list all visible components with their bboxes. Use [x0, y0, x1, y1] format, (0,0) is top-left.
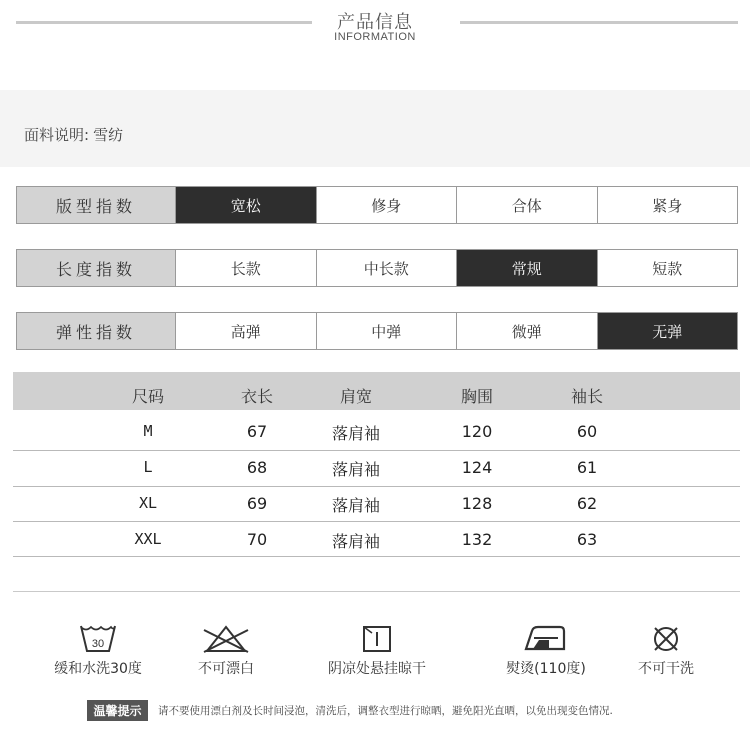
size-header: 尺码 — [131, 387, 164, 406]
table-cell: 61 — [576, 458, 598, 477]
fabric-value: 雪纺 — [93, 126, 124, 144]
table-cell: 落肩袖 — [331, 496, 380, 515]
table-cell: 60 — [576, 422, 598, 441]
table-cell: M — [143, 422, 153, 440]
table-cell: 落肩袖 — [331, 424, 380, 443]
wash-30-icon — [78, 622, 118, 654]
table-cell: XXL — [134, 530, 162, 548]
care-label: 阴凉处悬挂晾干 — [328, 661, 426, 677]
table-cell: 63 — [576, 530, 598, 549]
fit-option: 宽松 — [176, 187, 317, 223]
row-divider — [13, 486, 740, 487]
table-cell: 62 — [576, 494, 598, 513]
care-label: 不可干洗 — [638, 661, 694, 677]
table-cell: 落肩袖 — [331, 532, 380, 551]
no-bleach-icon — [200, 624, 252, 654]
table-cell: XL — [138, 494, 158, 512]
fit-index-label: 版型指数 — [17, 187, 176, 223]
table-cell: 68 — [246, 458, 268, 477]
row-divider — [13, 521, 740, 522]
wash-temp: 30 — [91, 638, 105, 650]
table-cell: L — [143, 458, 153, 476]
fit-option: 修身 — [317, 187, 458, 223]
fit-option: 紧身 — [598, 187, 738, 223]
table-cell: 120 — [461, 422, 493, 441]
fit-option: 合体 — [457, 187, 598, 223]
length-header: 衣长 — [240, 387, 273, 406]
care-label: 不可漂白 — [198, 661, 254, 677]
table-cell: 69 — [246, 494, 268, 513]
fit-index-row — [16, 186, 738, 224]
table-cell: 67 — [246, 422, 268, 441]
care-item-dryclean — [621, 624, 711, 678]
length-index-row — [16, 249, 738, 287]
care-item-dry — [314, 624, 440, 678]
care-divider — [13, 591, 740, 592]
row-divider — [13, 450, 740, 451]
row-divider — [13, 556, 740, 557]
length-index-label: 长度指数 — [17, 250, 176, 286]
length-option: 中长款 — [317, 250, 458, 286]
tip-badge: 温馨提示 — [87, 700, 148, 721]
table-cell: 128 — [461, 494, 493, 513]
tip-text: 请不要使用漂白剂及长时间浸泡，清洗后，调整衣型进行晾晒，避免阳光直晒，以免出现变色情况. — [158, 705, 613, 717]
sleeve-header: 袖长 — [570, 387, 603, 406]
care-item-wash — [40, 622, 156, 678]
care-item-bleach — [178, 624, 274, 678]
iron-icon — [521, 622, 571, 654]
table-cell: 124 — [461, 458, 493, 477]
care-label: 熨烫(110度) — [506, 661, 586, 677]
length-option: 短款 — [598, 250, 738, 286]
elasticity-index-row — [16, 312, 738, 350]
fabric-label: 面料说明: — [24, 126, 90, 144]
section-subtitle: INFORMATION — [334, 31, 416, 43]
length-option: 常规 — [457, 250, 598, 286]
elasticity-option: 高弹 — [176, 313, 317, 349]
table-cell: 132 — [461, 530, 493, 549]
fabric-description — [24, 124, 127, 145]
table-cell: 70 — [246, 530, 268, 549]
shoulder-header: 肩宽 — [339, 387, 372, 406]
no-dry-clean-icon — [650, 624, 682, 654]
care-item-iron — [496, 622, 596, 678]
elasticity-index-label: 弹性指数 — [17, 313, 176, 349]
care-label: 缓和水洗30度 — [54, 661, 142, 677]
elasticity-option: 中弹 — [317, 313, 458, 349]
elasticity-option: 微弹 — [457, 313, 598, 349]
length-option: 长款 — [176, 250, 317, 286]
section-title: 产品信息 — [337, 12, 413, 33]
line-dry-shade-icon — [361, 624, 393, 654]
table-cell: 落肩袖 — [331, 460, 380, 479]
chest-header: 胸围 — [460, 387, 493, 406]
elasticity-option: 无弹 — [598, 313, 738, 349]
